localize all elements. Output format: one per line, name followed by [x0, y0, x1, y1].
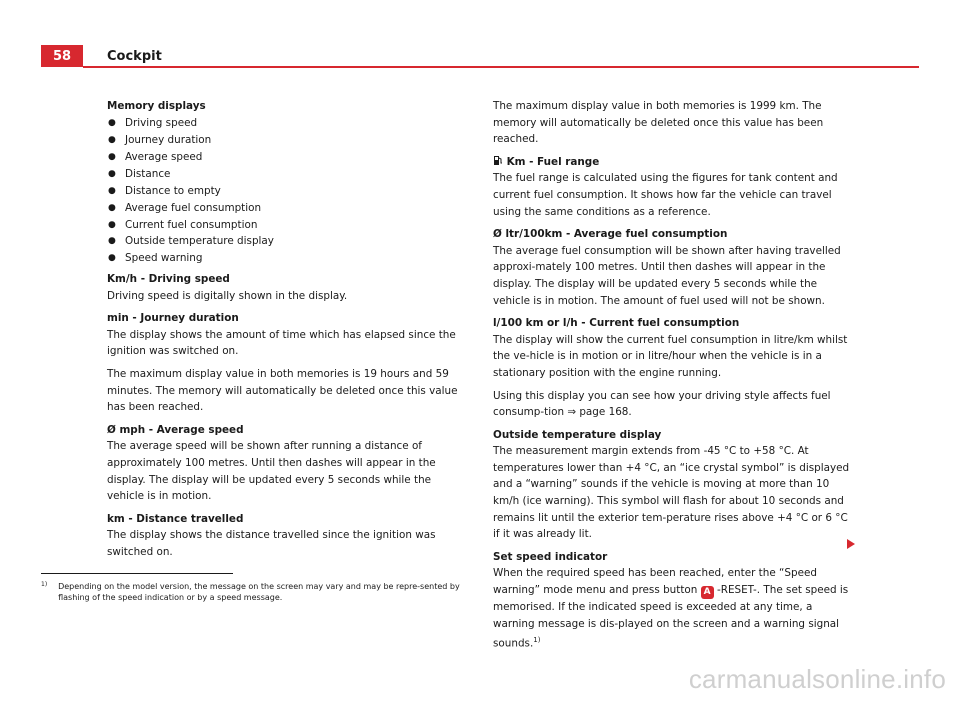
- list-item: ● Average fuel consumption: [107, 200, 467, 217]
- set-speed-text: When the required speed has been reached, enter the “Speed warning” mode menu and press button A -RESET-. The set speed is memorised. If the indicated speed is exceeded at any time, a warning message is dis-played on the screen and a warning signal sounds.$^{1)}$: [493, 567, 849, 650]
- memory-displays-heading: Memory displays: [107, 100, 206, 112]
- memory-displays-list: [107, 115, 467, 267]
- list-item: ● Driving speed: [107, 115, 467, 132]
- journey-duration-max-text: The maximum display value in both memories is 19 hours and 59 minutes. The memory will automatically be deleted once this value has been reached.: [107, 368, 458, 414]
- journey-duration-text: The display shows the amount of time which has elapsed since the ignition was switched on.: [107, 328, 456, 358]
- chapter-title: Cockpit: [107, 49, 162, 64]
- fuel-range-text: The fuel range is calculated using the figures for tank content and current fuel consumption. It shows how far the vehicle can travel using the same conditions as a reference.: [493, 172, 838, 218]
- bullet-icon: ●: [108, 253, 116, 264]
- bullet-icon: ●: [108, 117, 116, 128]
- left-column: [107, 98, 467, 567]
- list-item: ● Average speed: [107, 149, 467, 166]
- outside-temperature-heading: Outside temperature display: [493, 428, 662, 441]
- bullet-icon: ●: [108, 236, 116, 247]
- average-fuel-heading: Ø ltr/100km - Average fuel consumption: [493, 228, 728, 241]
- driving-speed-text: Driving speed is digitally shown in the display.: [107, 289, 348, 302]
- outside-temperature-text: The measurement margin extends from -45 °C to +58 °C. At temperatures lower than +4 °C, an “ice crystal symbol” is displayed and a “warning” sounds if the vehicle is moving at more than 10 km/h (ice warning). This symbol will flash for about 10 seconds and remains lit until the exterior tem-perature rises above +4 °C or 6 °C if it was already lit.: [493, 445, 850, 541]
- continue-arrow-icon: [847, 539, 855, 549]
- list-item: ● Outside temperature display: [107, 233, 467, 250]
- list-item: ● Current fuel consumption: [107, 217, 467, 234]
- footnote-text: Depending on the model version, the message on the screen may vary and may be repre-sented by flashing of the speed indication or by a speed message.: [58, 582, 460, 602]
- list-item: ● Distance: [107, 166, 467, 183]
- footnote-rule: [41, 573, 233, 574]
- header-rule: [83, 66, 919, 68]
- watermark: carmanualsonline.info: [688, 664, 946, 694]
- page-number: 58: [41, 45, 83, 67]
- set-speed-heading: Set speed indicator: [493, 550, 608, 563]
- driving-speed-heading: Km/h - Driving speed: [107, 273, 230, 286]
- footnote-reference: 1): [533, 636, 541, 645]
- bullet-icon: ●: [108, 134, 116, 145]
- list-item: ● Speed warning: [107, 250, 467, 267]
- right-column: [493, 98, 855, 658]
- button-a-badge: A: [701, 586, 714, 599]
- footnote-mark: 1): [41, 581, 48, 588]
- average-speed-heading: Ø mph - Average speed: [107, 423, 244, 436]
- bullet-icon: ●: [108, 168, 116, 179]
- journey-duration-heading: min - Journey duration: [107, 312, 239, 325]
- current-fuel-text: The display will show the current fuel consumption in litre/km whilst the ve-hicle is in motion or in litre/hour when the vehicle is in a stationary position with the engine running.: [493, 333, 848, 379]
- bullet-icon: ●: [108, 219, 116, 230]
- fuel-pump-icon: [493, 155, 503, 166]
- bullet-icon: ●: [108, 151, 116, 162]
- distance-max-text: The maximum display value in both memories is 1999 km. The memory will automatically be deleted once this value has been reached.: [493, 100, 824, 146]
- list-item: ● Distance to empty: [107, 183, 467, 200]
- average-speed-text: The average speed will be shown after running a distance of approximately 100 metres. Until then dashes will appear in the display. The display will be updated every 5 seconds while the vehicle is in motion.: [107, 440, 436, 503]
- current-fuel-heading: l/100 km or l/h - Current fuel consumption: [493, 317, 740, 330]
- distance-travelled-text: The display shows the distance travelled since the ignition was switched on.: [107, 529, 436, 558]
- list-item: ● Journey duration: [107, 132, 467, 149]
- fuel-range-heading: Km - Fuel range: [493, 154, 855, 171]
- bullet-icon: ●: [108, 202, 116, 213]
- bullet-icon: ●: [108, 185, 116, 196]
- footnote: [41, 581, 471, 603]
- distance-travelled-heading: km - Distance travelled: [107, 512, 244, 525]
- average-fuel-text: The average fuel consumption will be shown after having travelled approxi-mately 100 metres. Until then dashes will appear in the display. The display will be updated every 5 seconds while the vehicle is in motion. The amount of fuel used will not be shown.: [493, 244, 841, 307]
- current-fuel-text-2: Using this display you can see how your driving style affects fuel consump-tion ⇒ page 168.: [493, 389, 831, 419]
